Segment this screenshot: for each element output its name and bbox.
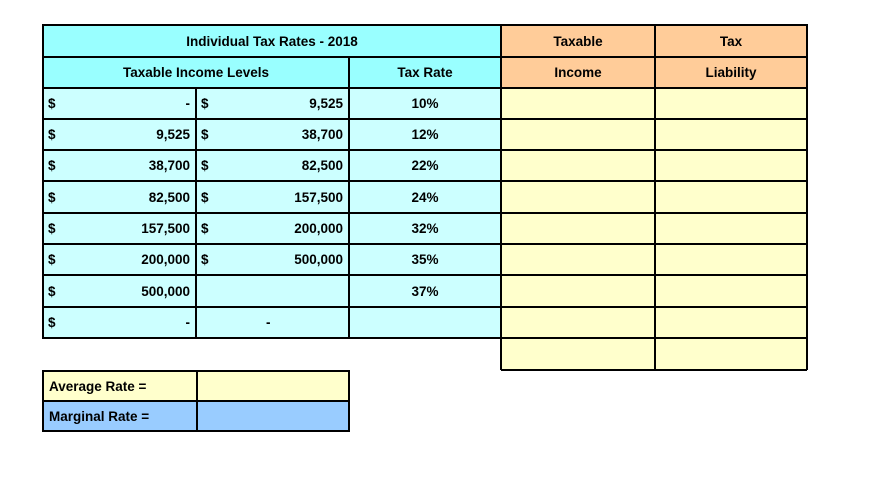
bracket-low-cell <box>43 181 196 213</box>
bracket-rate-cell: 35% <box>349 244 501 275</box>
bracket-high-value: 200,000 <box>294 221 343 236</box>
bracket-high-value: 82,500 <box>301 158 343 173</box>
table-title: Individual Tax Rates - 2018 <box>43 25 501 57</box>
taxable-income-input-cell[interactable] <box>501 88 655 119</box>
taxable-income-input-cell[interactable] <box>501 244 655 275</box>
currency-symbol: $ <box>48 158 56 173</box>
bracket-rate-cell: 24% <box>349 181 501 213</box>
taxable-income-input-cell[interactable] <box>501 150 655 181</box>
bracket-high-value: 500,000 <box>294 252 343 267</box>
bracket-high-value: 38,700 <box>301 127 343 142</box>
bracket-rate-cell: 12% <box>349 119 501 150</box>
currency-symbol: $ <box>48 315 56 330</box>
total-tax-liability-cell[interactable] <box>655 338 807 370</box>
tax-liability-input-cell[interactable] <box>655 150 807 181</box>
bracket-rate-cell: 22% <box>349 150 501 181</box>
tax-liability-header-line2: Liability <box>655 57 807 88</box>
bracket-rate-cell: 10% <box>349 88 501 119</box>
currency-symbol: $ <box>48 127 56 142</box>
bracket-low-cell <box>43 119 196 150</box>
tax-rate-header: Tax Rate <box>349 57 501 88</box>
taxable-income-header-line1: Taxable <box>501 25 655 57</box>
bracket-low-value: 200,000 <box>141 252 190 267</box>
bracket-low-cell <box>43 213 196 244</box>
bracket-high-cell <box>196 275 349 307</box>
bracket-low-value: - <box>185 315 190 330</box>
bracket-low-cell <box>43 88 196 119</box>
taxable-income-input-cell[interactable] <box>501 307 655 338</box>
bracket-high-cell <box>196 119 349 150</box>
tax-liability-input-cell[interactable] <box>655 119 807 150</box>
taxable-income-input-cell[interactable] <box>501 119 655 150</box>
currency-symbol: $ <box>48 96 56 111</box>
bracket-high-value: 157,500 <box>294 189 343 205</box>
bracket-rate-cell: 32% <box>349 213 501 244</box>
tax-liability-input-cell[interactable] <box>655 181 807 213</box>
bracket-high-cell <box>196 181 349 213</box>
bracket-low-value: 500,000 <box>141 283 190 299</box>
marginal-rate-cell[interactable] <box>196 400 350 432</box>
bracket-low-value: 9,525 <box>156 127 190 142</box>
bracket-rate-cell <box>349 307 501 338</box>
bracket-high-cell <box>196 150 349 181</box>
bracket-low-value: 38,700 <box>148 158 190 173</box>
bracket-rate-cell: 37% <box>349 275 501 307</box>
bracket-high-cell <box>196 213 349 244</box>
currency-symbol: $ <box>48 283 56 299</box>
taxable-income-header-line2: Income <box>501 57 655 88</box>
currency-symbol: $ <box>48 189 56 205</box>
bracket-low-value: 157,500 <box>141 221 190 236</box>
bracket-high-cell <box>196 88 349 119</box>
currency-symbol: $ <box>201 127 209 142</box>
bracket-high-value: - <box>266 315 271 330</box>
taxable-income-levels-header: Taxable Income Levels <box>43 57 349 88</box>
tax-liability-input-cell[interactable] <box>655 275 807 307</box>
tax-liability-input-cell[interactable] <box>655 213 807 244</box>
average-rate-cell[interactable] <box>196 370 350 402</box>
bracket-low-cell <box>43 244 196 275</box>
bracket-high-value: 9,525 <box>309 96 343 111</box>
bracket-high-cell <box>196 244 349 275</box>
taxable-income-input-cell[interactable] <box>501 213 655 244</box>
tax-liability-input-cell[interactable] <box>655 88 807 119</box>
average-rate-label: Average Rate = <box>42 370 198 402</box>
currency-symbol: $ <box>201 189 209 205</box>
tax-liability-input-cell[interactable] <box>655 244 807 275</box>
tax-liability-input-cell[interactable] <box>655 307 807 338</box>
total-taxable-income-cell[interactable] <box>501 338 655 370</box>
marginal-rate-label: Marginal Rate = <box>42 400 198 432</box>
tax-liability-header-line1: Tax <box>655 25 807 57</box>
taxable-income-input-cell[interactable] <box>501 275 655 307</box>
bracket-low-value: 82,500 <box>148 189 190 205</box>
bracket-high-cell <box>196 307 349 338</box>
bracket-low-cell <box>43 275 196 307</box>
currency-symbol: $ <box>201 158 209 173</box>
bracket-low-value: - <box>185 96 190 111</box>
currency-symbol: $ <box>48 252 56 267</box>
currency-symbol: $ <box>48 221 56 236</box>
currency-symbol: $ <box>201 221 209 236</box>
taxable-income-input-cell[interactable] <box>501 181 655 213</box>
bracket-low-cell <box>43 307 196 338</box>
bracket-low-cell <box>43 150 196 181</box>
currency-symbol: $ <box>201 252 209 267</box>
currency-symbol: $ <box>201 96 209 111</box>
